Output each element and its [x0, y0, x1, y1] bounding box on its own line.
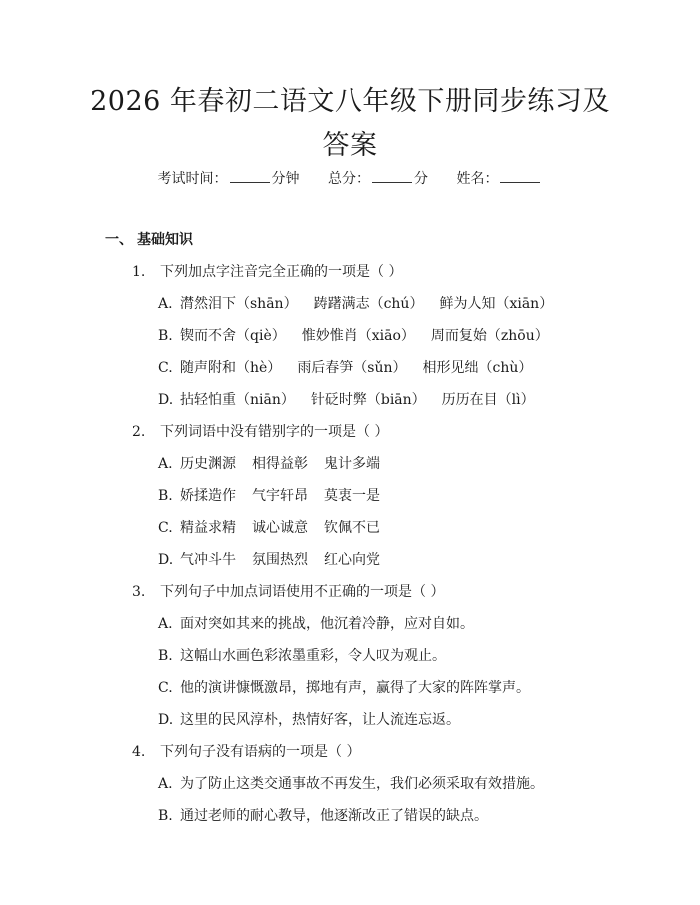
option-label: C.	[158, 680, 173, 696]
option-word: 相形见绌（chù）	[422, 360, 533, 376]
q1-option-d[interactable]	[158, 389, 551, 409]
question-3	[132, 581, 444, 601]
option-label: A.	[158, 456, 173, 472]
option-label: D.	[158, 392, 174, 408]
exam-time	[158, 168, 300, 188]
question-number: 3.	[132, 584, 146, 600]
option-sentence: 为了防止这类交通事故不再发生，我们必须采取有效措施。	[180, 776, 544, 792]
q3-option-b[interactable]	[158, 645, 446, 665]
question-1	[132, 261, 402, 281]
name-label: 姓名：	[456, 171, 499, 187]
exam-name	[456, 168, 542, 188]
option-word: 诚心诚意	[252, 520, 308, 536]
option-label: B.	[158, 488, 173, 504]
question-text: 下列词语中没有错别字的一项是（ ）	[160, 424, 389, 440]
name-blank[interactable]	[500, 170, 540, 183]
option-label: B.	[158, 808, 173, 824]
section-number: 一、	[105, 232, 133, 248]
time-label: 考试时间：	[157, 171, 228, 187]
section-title: 基础知识	[137, 232, 193, 248]
exam-score	[328, 168, 428, 188]
option-word: 踌躇满志（chú）	[313, 296, 424, 312]
option-word: 历历在目（lì）	[441, 392, 535, 408]
question-2	[132, 421, 388, 441]
q4-option-a[interactable]	[158, 773, 544, 793]
option-word: 气冲斗牛	[180, 552, 236, 568]
option-label: B.	[158, 328, 173, 344]
q2-option-c[interactable]	[158, 517, 396, 537]
option-word: 娇揉造作	[180, 488, 236, 504]
score-blank[interactable]	[372, 170, 412, 183]
option-word: 精益求精	[180, 520, 236, 536]
question-4	[132, 741, 360, 761]
option-word: 随声附和（hè）	[180, 360, 282, 376]
q1-option-c[interactable]	[158, 357, 548, 377]
option-sentence: 面对突如其来的挑战，他沉着冷静，应对自如。	[180, 616, 474, 632]
option-word: 拈轻怕重（niān）	[180, 392, 295, 408]
time-unit: 分钟	[271, 171, 300, 187]
option-label: D.	[158, 712, 174, 728]
option-word: 锲而不舍（qiè）	[180, 328, 286, 344]
option-word: 钦佩不已	[324, 520, 380, 536]
q2-option-d[interactable]	[158, 549, 396, 569]
option-word: 莫衷一是	[324, 488, 380, 504]
option-label: C.	[158, 360, 173, 376]
section-heading	[105, 229, 193, 249]
option-word: 针砭时弊（biān）	[310, 392, 426, 408]
exam-meta	[0, 168, 700, 188]
option-sentence: 通过老师的耐心教导，他逐渐改正了错误的缺点。	[180, 808, 488, 824]
option-label: D.	[158, 552, 174, 568]
option-label: B.	[158, 648, 173, 664]
q3-option-d[interactable]	[158, 709, 460, 729]
q3-option-a[interactable]	[158, 613, 474, 633]
q4-option-b[interactable]	[158, 805, 488, 825]
question-text: 下列句子没有语病的一项是（ ）	[160, 744, 361, 760]
option-word: 气宇轩昂	[252, 488, 308, 504]
option-word: 周而复始（zhōu）	[430, 328, 549, 344]
question-text: 下列句子中加点词语使用不正确的一项是（ ）	[160, 584, 445, 600]
option-word: 雨后春笋（sǔn）	[297, 360, 407, 376]
option-word: 历史渊源	[180, 456, 236, 472]
question-number: 4.	[132, 744, 146, 760]
option-label: C.	[158, 520, 173, 536]
option-word: 潸然泪下（shān）	[180, 296, 298, 312]
option-word: 惟妙惟肖（xiāo）	[301, 328, 415, 344]
option-sentence: 这里的民风淳朴，热情好客，让人流连忘返。	[180, 712, 460, 728]
q1-option-b[interactable]	[158, 325, 565, 345]
question-number: 1.	[132, 264, 146, 280]
option-word: 相得益彰	[252, 456, 308, 472]
q3-option-c[interactable]	[158, 677, 530, 697]
document-title: 2026 年春初二语文八年级下册同步练习及答案	[90, 86, 610, 161]
q1-option-a[interactable]	[158, 293, 569, 313]
time-blank[interactable]	[230, 170, 270, 183]
option-word: 鲜为人知（xiān）	[439, 296, 554, 312]
option-word: 鬼计多端	[324, 456, 380, 472]
option-label: A.	[158, 616, 173, 632]
option-label: A.	[158, 776, 173, 792]
option-sentence: 这幅山水画色彩浓墨重彩，令人叹为观止。	[180, 648, 446, 664]
option-word: 氛围热烈	[252, 552, 308, 568]
score-unit: 分	[414, 171, 428, 187]
question-text: 下列加点字注音完全正确的一项是（ ）	[160, 264, 403, 280]
option-label: A.	[158, 296, 173, 312]
q2-option-b[interactable]	[158, 485, 396, 505]
q2-option-a[interactable]	[158, 453, 396, 473]
question-number: 2.	[132, 424, 146, 440]
option-word: 红心向党	[324, 552, 380, 568]
score-label: 总分：	[328, 171, 370, 187]
option-sentence: 他的演讲慷慨激昂，掷地有声，赢得了大家的阵阵掌声。	[180, 680, 530, 696]
